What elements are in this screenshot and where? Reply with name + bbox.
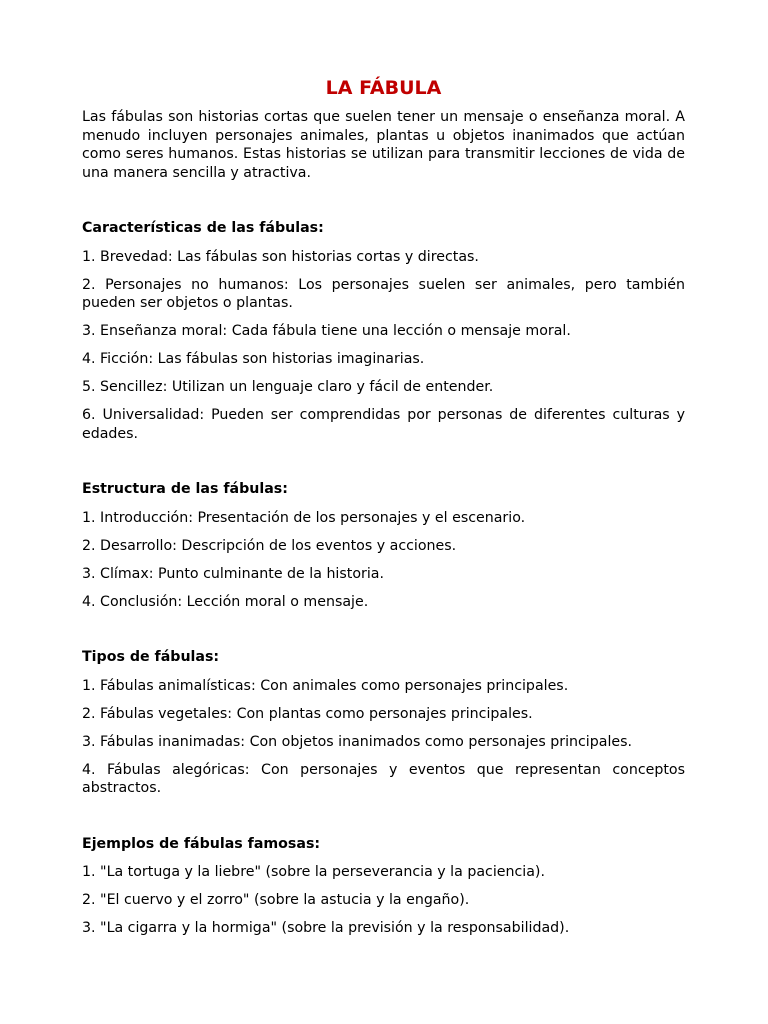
list-item: 1. Fábulas animalísticas: Con animales como personajes principales.	[82, 677, 569, 694]
document-body	[82, 76, 685, 947]
list-item: 4. Ficción: Las fábulas son historias imaginarias.	[82, 351, 425, 367]
section-heading: Ejemplos de fábulas famosas:	[82, 835, 321, 852]
list-item: 6. Universalidad: Pueden ser comprendidas por personas de diferentes culturas y edades.	[82, 407, 685, 442]
section-estructura	[82, 480, 685, 611]
intro-paragraph: Las fábulas son historias cortas que suelen tener un mensaje o enseñanza moral. A menudo incluyen personajes animales, plantas u objetos inanimados que actúan como seres humanos. Estas historias se utilizan para transmitir lecciones de vida de una manera sencilla y atractiva.	[82, 109, 685, 181]
section-caracteristicas	[82, 219, 685, 443]
list-item: 3. Clímax: Punto culminante de la historia.	[82, 565, 384, 582]
section-heading: Características de las fábulas:	[82, 220, 324, 236]
section-heading: Estructura de las fábulas:	[82, 481, 288, 497]
section-tipos	[82, 648, 685, 798]
list-item: 2. Fábulas vegetales: Con plantas como personajes principales.	[82, 705, 533, 722]
list-item: 2. Personajes no humanos: Los personajes suelen ser animales, pero también pueden ser objetos o plantas.	[82, 276, 685, 311]
section-ejemplos	[82, 835, 685, 938]
list-item: 1. Brevedad: Las fábulas son historias cortas y directas.	[82, 248, 479, 265]
list-item: 2. Desarrollo: Descripción de los eventos y acciones.	[82, 537, 457, 554]
list-item: 5. Sencillez: Utilizan un lenguaje claro y fácil de entender.	[82, 379, 494, 395]
list-item: 3. Fábulas inanimadas: Con objetos inanimados como personajes principales.	[82, 733, 633, 750]
section-heading: Tipos de fábulas:	[82, 649, 220, 665]
list-item: 1. "La tortuga y la liebre" (sobre la perseverancia y la paciencia).	[82, 864, 545, 880]
list-item: 2. "El cuervo y el zorro" (sobre la astucia y la engaño).	[82, 892, 470, 908]
list-item: 3. "La cigarra y la hormiga" (sobre la previsión y la responsabilidad).	[82, 920, 570, 936]
page-title: LA FÁBULA	[325, 77, 442, 99]
list-item: 4. Conclusión: Lección moral o mensaje.	[82, 593, 369, 610]
list-item: 3. Enseñanza moral: Cada fábula tiene una lección o mensaje moral.	[82, 323, 571, 339]
list-item: 4. Fábulas alegóricas: Con personajes y eventos que representan conceptos abstractos.	[82, 761, 685, 796]
list-item: 1. Introducción: Presentación de los personajes y el escenario.	[82, 509, 526, 526]
